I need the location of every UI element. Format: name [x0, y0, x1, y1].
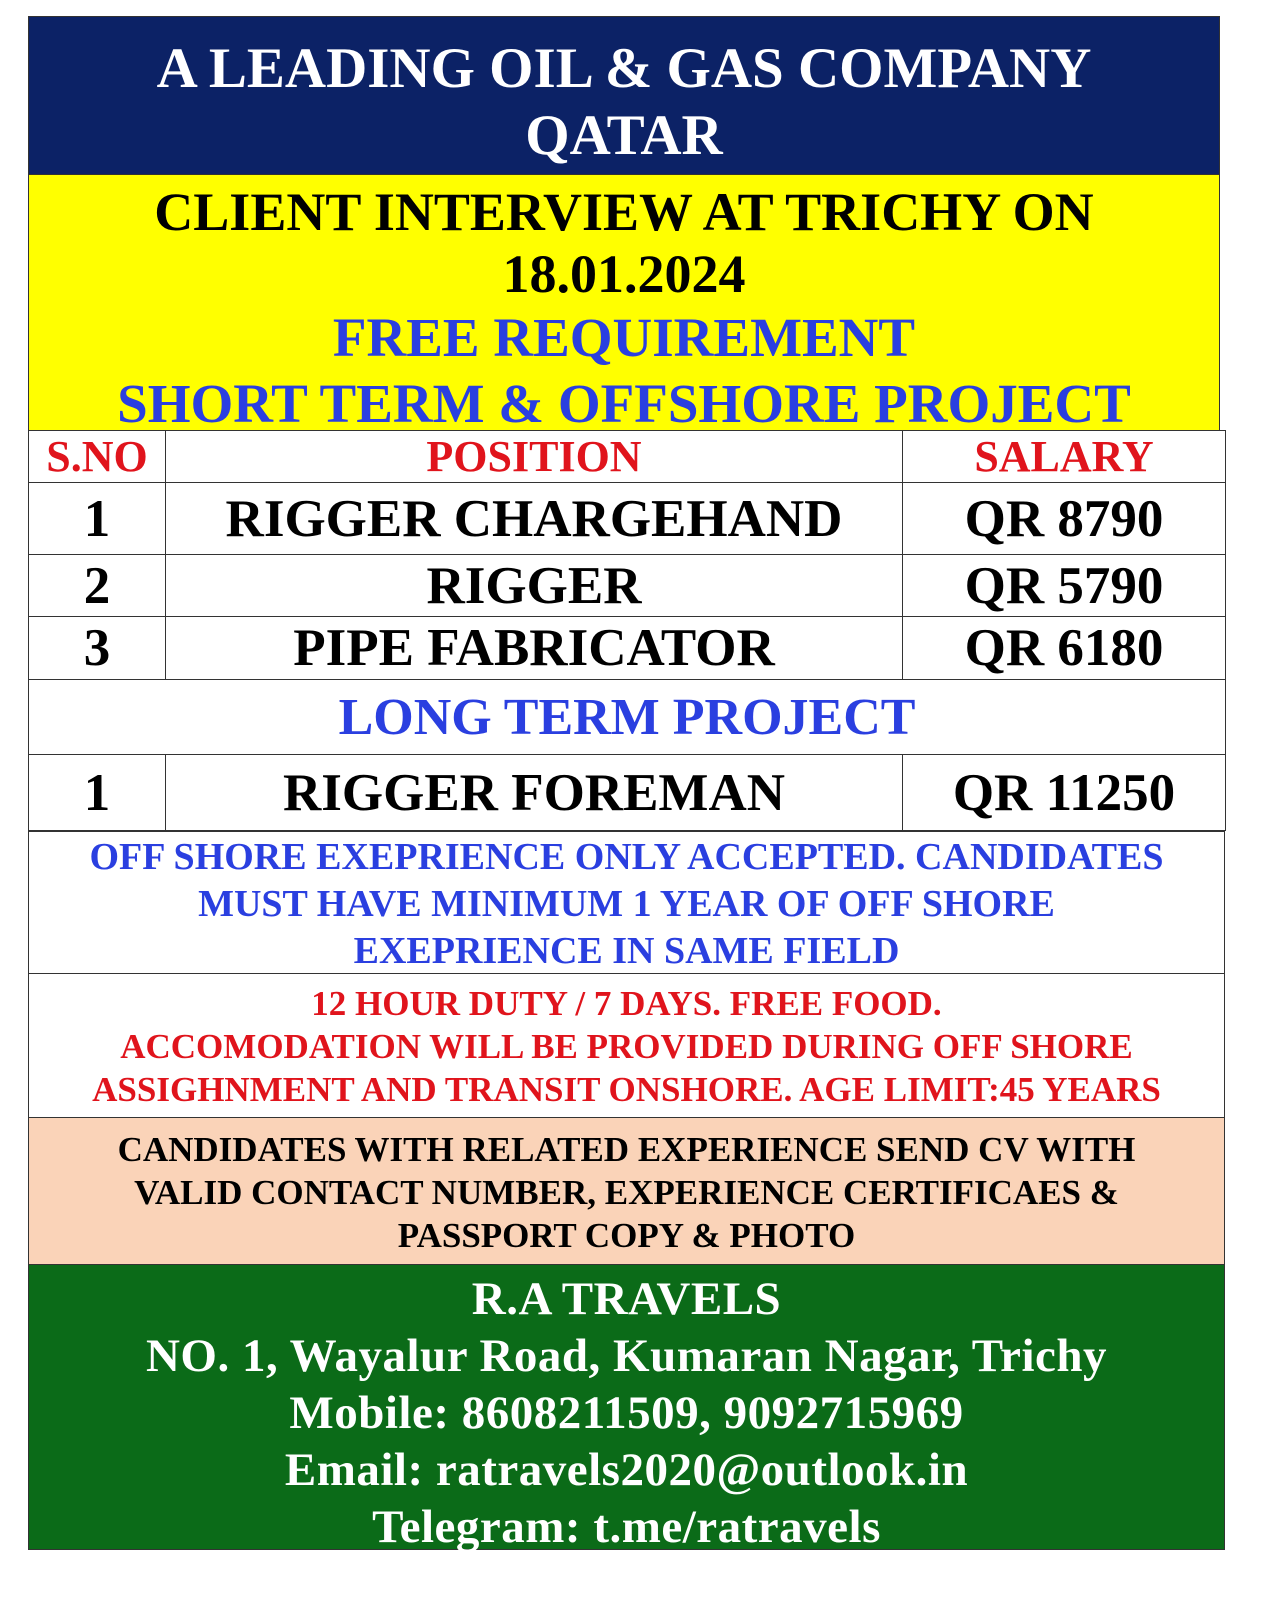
row-salary: QR 5790 [903, 555, 1226, 617]
duty-benefits-note [28, 973, 1225, 1117]
interview-location: CLIENT INTERVIEW AT TRICHY ON [154, 182, 1094, 242]
agency-telegram[interactable]: Telegram: t.me/ratravels [372, 1501, 881, 1553]
agency-address: NO. 1, Wayalur Road, Kumaran Nagar, Trichy [145, 1330, 1108, 1382]
company-header [28, 16, 1220, 174]
row-position: PIPE FABRICATOR [166, 617, 903, 680]
offshore-requirement-note [28, 831, 1225, 973]
agency-mobile[interactable]: Mobile: 8608211509, 9092715969 [289, 1387, 964, 1439]
note-line: 12 HOUR DUTY / 7 DAYS. FREE FOOD. [311, 984, 942, 1023]
header-salary: SALARY [903, 431, 1226, 483]
row-sno: 1 [29, 755, 166, 831]
contact-block [28, 1264, 1225, 1553]
note-line: EXEPRIENCE IN SAME FIELD [353, 930, 900, 972]
row-position: RIGGER FOREMAN [166, 755, 903, 831]
row-position: RIGGER [166, 555, 903, 617]
row-salary: QR 11250 [903, 755, 1226, 831]
table-row [29, 755, 1226, 831]
project-type: SHORT TERM & OFFSHORE PROJECT [117, 373, 1131, 434]
note-line: ASSIGHNMENT AND TRANSIT ONSHORE. AGE LIMIT:45 YEARS [92, 1070, 1161, 1109]
note-line: MUST HAVE MINIMUM 1 YEAR OF OFF SHORE [198, 883, 1055, 925]
job-poster [28, 16, 1225, 1553]
cv-instructions [28, 1117, 1225, 1264]
note-line: PASSPORT COPY & PHOTO [397, 1216, 856, 1255]
company-country: QATAR [525, 104, 723, 167]
header-position: POSITION [166, 431, 903, 483]
table-row [29, 617, 1226, 680]
note-line: VALID CONTACT NUMBER, EXPERIENCE CERTIFICAES & [134, 1173, 1119, 1212]
long-term-title-row [29, 680, 1226, 755]
table-row [29, 483, 1226, 555]
row-salary: QR 6180 [903, 617, 1226, 680]
table-header-row [29, 431, 1226, 483]
positions-table [28, 430, 1226, 831]
agency-name: R.A TRAVELS [471, 1273, 782, 1325]
note-line: OFF SHORE EXEPRIENCE ONLY ACCEPTED. CANDIDATES [89, 836, 1164, 878]
note-line: ACCOMODATION WILL BE PROVIDED DURING OFF SHORE [120, 1027, 1133, 1066]
long-term-title: LONG TERM PROJECT [29, 680, 1226, 755]
note-line: CANDIDATES WITH RELATED EXPERIENCE SEND CV WITH [117, 1130, 1136, 1169]
row-salary: QR 8790 [903, 483, 1226, 555]
table-row [29, 555, 1226, 617]
row-sno: 1 [29, 483, 166, 555]
header-sno: S.NO [29, 431, 166, 483]
agency-email[interactable]: Email: ratravels2020@outlook.in [284, 1444, 969, 1496]
interview-banner [28, 174, 1220, 434]
row-position: RIGGER CHARGEHAND [166, 483, 903, 555]
company-title: A LEADING OIL & GAS COMPANY [156, 37, 1092, 100]
interview-date: 18.01.2024 [502, 244, 746, 304]
row-sno: 3 [29, 617, 166, 680]
free-requirement: FREE REQUIREMENT [332, 307, 916, 368]
row-sno: 2 [29, 555, 166, 617]
